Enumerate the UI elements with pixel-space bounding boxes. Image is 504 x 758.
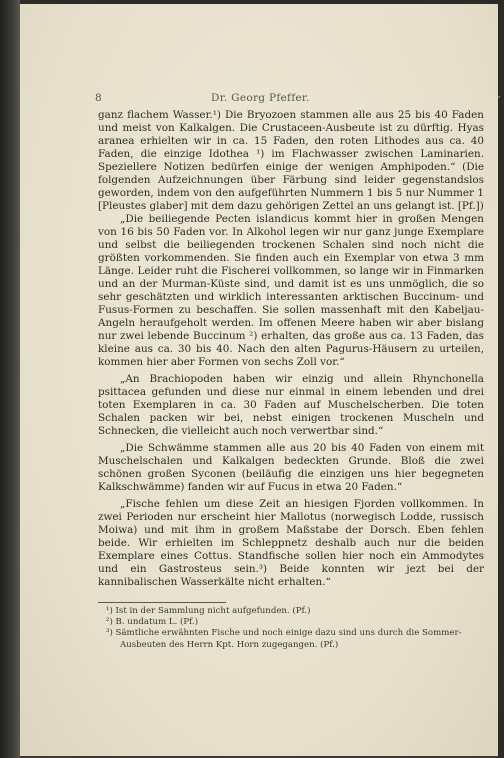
body-text: [98, 109, 484, 589]
footnote-rule: [98, 602, 226, 603]
footnotes: [98, 606, 484, 651]
paper-speck: [498, 96, 500, 98]
right-edge: [498, 0, 504, 758]
page-number: 8: [95, 92, 102, 104]
book-spine: [0, 0, 20, 758]
running-header: [95, 92, 485, 106]
footnote: ²) B. undatum L. (Pf.): [106, 617, 199, 628]
paragraph: „An Brachiopoden haben wir einzig und allein Rhynchonella psittacea gefunden und diese nur einmal in einem lebenden und drei toten Exemplaren in ca. 30 Faden auf Muschelscherben. Die toten Schalen packen wir bei, nebst einigen trockenen Muscheln und Schnecken, die vielleicht auch noch verwertbar sind.“: [98, 373, 484, 437]
paragraph: „Die beiliegende Pecten islandicus kommt hier in großen Mengen von 16 bis 50 Faden vor. In Alkohol legen wir nur ganz junge Exemplare und selbst die beiliegenden trockenen Schalen sind noch nicht die größten vorkommenden. Sie finden auch ein Exemplar von etwa 3 mm Länge. Leider ruht die Fischerei vollkommen, so lange wir in Finmarken und an der Murman-Küste sind, und damit ist es uns unmöglich, die so sehr geschätzten und wirklich interessanten arktischen Buccinum- und Fusus-Formen zu beschaffen. Sie sollen massenhaft mit den Kabeljau-Angeln heraufgeholt werden. Im offenen Meere haben wir aber bislang nur zwei lebende Buccinum ²) erhalten, das große aus ca. 13 Faden, das kleine aus ca. 30 bis 40. Nach den alten Pagurus-Häusern zu urteilen, kommen hier aber Formen von sechs Zoll vor.“: [98, 213, 484, 368]
paragraph: ganz flachem Wasser.¹) Die Bryozoen stammen alle aus 25 bis 40 Faden und meist von Kalkalgen. Die Crustaceen-Ausbeute ist zu dürftig. Hyas aranea erhielten wir in ca. 15 Faden, den roten Lithodes aus ca. 40 Faden, die einzige Idothea ¹) im Flachwasser zwischen Laminarien. Speziellere Notizen bedürfen einige der wenigen Amphipoden.“ (Die folgenden Aufzeichnungen über Färbung sind leider gegenstandslos geworden, indem von den aufgeführten Nummern 1 bis 5 nur Nummer 1 [Pleustes glaber] mit dem dazu gehörigen Zettel an uns gelangt ist. [Pf.]): [98, 109, 484, 212]
paragraph: „Die Schwämme stammen alle aus 20 bis 40 Faden von einem mit Muschelschalen und Kalkalgen bedeckten Grunde. Bloß die zwei schönen großen Syconen (beiläufig die einzigen uns hier begegneten Kalkschwämme) fanden wir auf Fucus in etwa 20 Faden.“: [98, 442, 484, 493]
paragraph: „Fische fehlen um diese Zeit an hiesigen Fjorden vollkommen. In zwei Perioden nur erscheint hier Mallotus (norwegisch Lodde, russisch Moiwa) und mit ihm in großem Maßstabe der Dorsch. Eben fehlen beide. Wir erhielten im Schleppnetz deshalb auch nur die beiden Exemplare eines Cottus. Standfische sollen hier noch ein Ammodytes und ein Gastrosteus sein.³) Beide konnten wir jezt bei der kannibalischen Wasserkälte nicht erhalten.“: [98, 498, 484, 588]
footnote: ³) Sämtliche erwähnten Fische und noch einige dazu sind uns durch die Sommer-Ausbeuten des Herrn Kpt. Horn zugegangen. (Pf.): [106, 628, 462, 650]
running-title: Dr. Georg Pfeffer.: [211, 92, 310, 104]
footnote: ¹) Ist in der Sammlung nicht aufgefunden. (Pf.): [106, 606, 311, 616]
